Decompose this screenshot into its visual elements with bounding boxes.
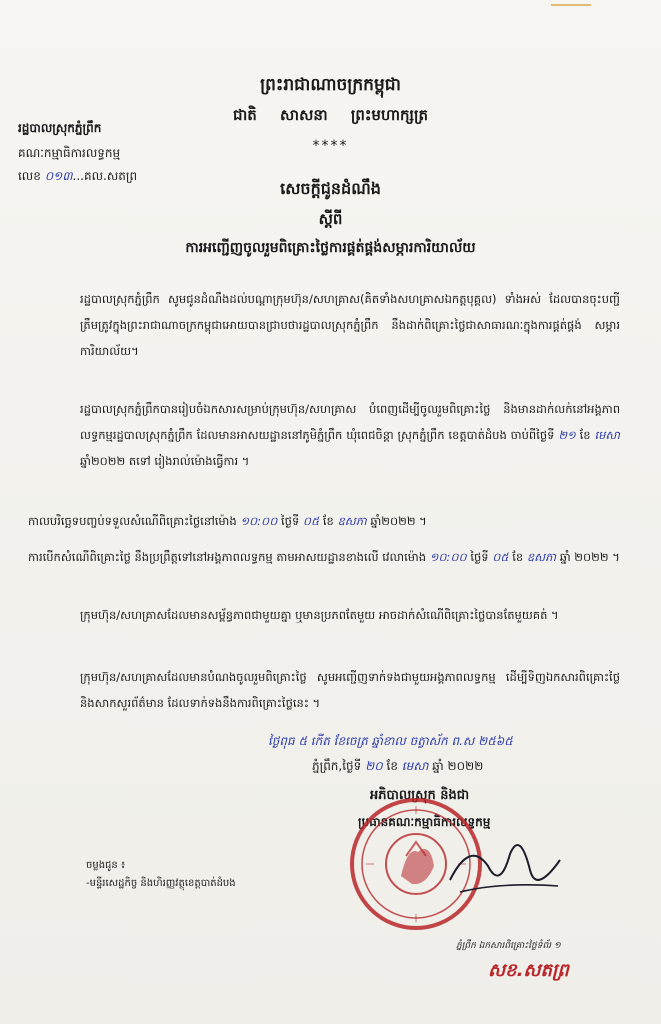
paragraph-2-day: ២១	[558, 428, 576, 442]
reference-prefix: លេខ	[18, 169, 41, 183]
paragraph-4-month: ឧសភា	[526, 550, 557, 564]
subject-title: ការអញ្ជើញចូលរួមពិគ្រោះថ្លៃការផ្គត់ផ្គង់សម្ភារការិយាល័យ	[185, 240, 476, 256]
place-date-text-c: ឆ្នាំ ២០២២	[432, 759, 484, 773]
decorative-stars: ****	[312, 138, 349, 154]
paragraph-5: ក្រុមហ៊ុន/សហគ្រាសដែលមានសម្ព័ន្ធភាពជាមួយគ្នា ឬមានប្រភពតែមួយ អាចដាក់សំណើពិគ្រោះថ្លៃបានតែមួយគត់ ។	[80, 608, 559, 622]
copy-to-recipient: -មន្ទីរសេដ្ឋកិច្ច និងហិរញ្ញវត្ថុខេត្តបាត់ដំបង	[86, 878, 236, 889]
paragraph-4-time: ១០:០០	[429, 550, 467, 564]
signatory-title: អភិបាលស្រុក និងជា	[370, 788, 470, 803]
lunar-date: ថ្ងៃពុធ ៥ កើត ខែចេត្រ ឆ្នាំខាល ចត្វាស័ក ព.ស ២៥៦៥	[268, 734, 513, 748]
paragraph-2	[80, 396, 620, 474]
paragraph-4-day: ០៥	[492, 550, 509, 564]
national-motto: ជាតិ សាសនា ព្រះមហាក្សត្រ	[233, 106, 428, 124]
corner-mark	[551, 0, 591, 6]
paragraph-3-text-d: ឆ្នាំ២០២២ ។	[370, 514, 427, 528]
reference-stamp: សខ.សតព្រ	[488, 960, 569, 981]
copy-to-label: ចម្លងជូន ៖	[86, 860, 126, 871]
paragraph-3-text-c: ខែ	[322, 514, 334, 528]
place-date-text-b: ខែ	[386, 759, 398, 773]
paragraph-3-day: ០៥	[302, 514, 320, 528]
place-date-day: ២០	[365, 759, 383, 773]
paragraph-2-text-a: រដ្ឋបាលស្រុកភ្នំព្រឹកបានរៀបចំឯកសារសម្រាប់ក្រុមហ៊ុន/សហគ្រាស បំពេញដើម្បីចូលរួមពិគ្រោះថ្លៃ និងមានដាក់លក់នៅអង្គភាពលទ្ធកម្មរដ្ឋបាលស្រុកភ្នំព្រឹក ដែលមានអាសយដ្ឋាននៅភូមិភ្នំព្រឹក ឃុំពេជចិន្តា ស្រុកភ្នំព្រឹក ខេត្តបាត់ដំបង ចាប់ពីថ្ងៃទី	[80, 402, 620, 442]
paragraph-4-text-c: ខែ	[512, 550, 524, 564]
paragraph-2-text-c: ឆ្នាំ២០២២ តទៅ រៀងរាល់ម៉ោងធ្វើការ ។	[80, 454, 250, 468]
paragraph-4-text-d: ឆ្នាំ ២០២២ ។	[559, 550, 620, 564]
handwritten-signature-icon	[440, 820, 570, 920]
paragraph-4-text-b: ថ្ងៃទី	[470, 550, 489, 564]
issuer-authority: រដ្ឋបាលស្រុកភ្នំព្រឹក	[18, 121, 102, 135]
paragraph-2-month: មេសា	[594, 428, 621, 442]
paragraph-3-text-a: កាលបរិច្ឆេទបញ្ចប់ទទួលសំណើពិគ្រោះថ្លៃនៅម៉ោង	[28, 514, 237, 528]
paragraph-1: រដ្ឋបាលស្រុកភ្នំព្រឹក សូមជូនដំណឹងដល់បណ្តាក្រុមហ៊ុន/សហគ្រាស(គិតទាំងសហគ្រាសឯកត្តបុគ្គល) ទាំងអស់ ដែលបានចុះបញ្ជីត្រឹមត្រូវក្នុងព្រះរាជាណាចក្រកម្ពុជាអោយបានជ្រាបថារដ្ឋបាលស្រុកភ្នំព្រឹក នឹងដាក់ពិគ្រោះថ្លៃជាសាធារណៈក្នុងការផ្គត់ផ្គង់ សម្ភារការិយាល័យ។	[80, 292, 620, 358]
place-date-month: មេសា	[401, 759, 429, 773]
paragraph-3-time: ១០:០០	[240, 514, 278, 528]
place-date-text-a: ភ្នំព្រឹក,ថ្ងៃទី	[312, 759, 362, 773]
subject-label: ស្តីពី	[318, 210, 343, 228]
signatory-role: ប្រធានគណៈកម្មាធិការលទ្ធកម្ម	[358, 815, 491, 829]
paragraph-3-text-b: ថ្ងៃទី	[281, 514, 300, 528]
place-date	[312, 758, 483, 776]
paragraph-6: ក្រុមហ៊ុន/សហគ្រាសដែលមានបំណងចូលរួមពិគ្រោះថ្លៃ សូមអញ្ជើញទាក់ទងជាមួយអង្គភាពលទ្ធកម្ម ដើម្បីទិញឯកសារពិគ្រោះថ្លៃ និងសាកសួរព័ត៌មាន ដែលទាក់ទងនឹងការពិគ្រោះថ្លៃនេះ ។	[80, 670, 620, 710]
paragraph-4	[28, 544, 628, 570]
page-footnote: ភ្នំព្រឹក ឯកសារពិគ្រោះថ្លៃទំព័រ ១	[456, 941, 561, 951]
reference-suffix: ...គល.សតព្រ	[72, 169, 138, 183]
paragraph-2-text-b: ខែ	[579, 428, 591, 442]
kingdom-heading: ព្រះរាជាណាចក្រកម្ពុជា	[260, 75, 401, 95]
notice-title: សេចក្តីជូនដំណឹង	[280, 179, 381, 198]
reference-number-value: ០១៣	[44, 169, 73, 183]
issuer-committee: គណៈកម្មាធិការលទ្ធកម្ម	[18, 146, 121, 160]
paragraph-3	[28, 508, 628, 534]
paragraph-4-text-a: ការបើកសំណើពិគ្រោះថ្លៃ នឹងប្រព្រឹត្តទៅនៅអង្គភាពលទ្ធកម្ម តាមអាសយដ្ឋានខាងលើ វេលាម៉ោង	[28, 550, 427, 564]
paragraph-3-month: ឧសភា	[337, 514, 367, 528]
